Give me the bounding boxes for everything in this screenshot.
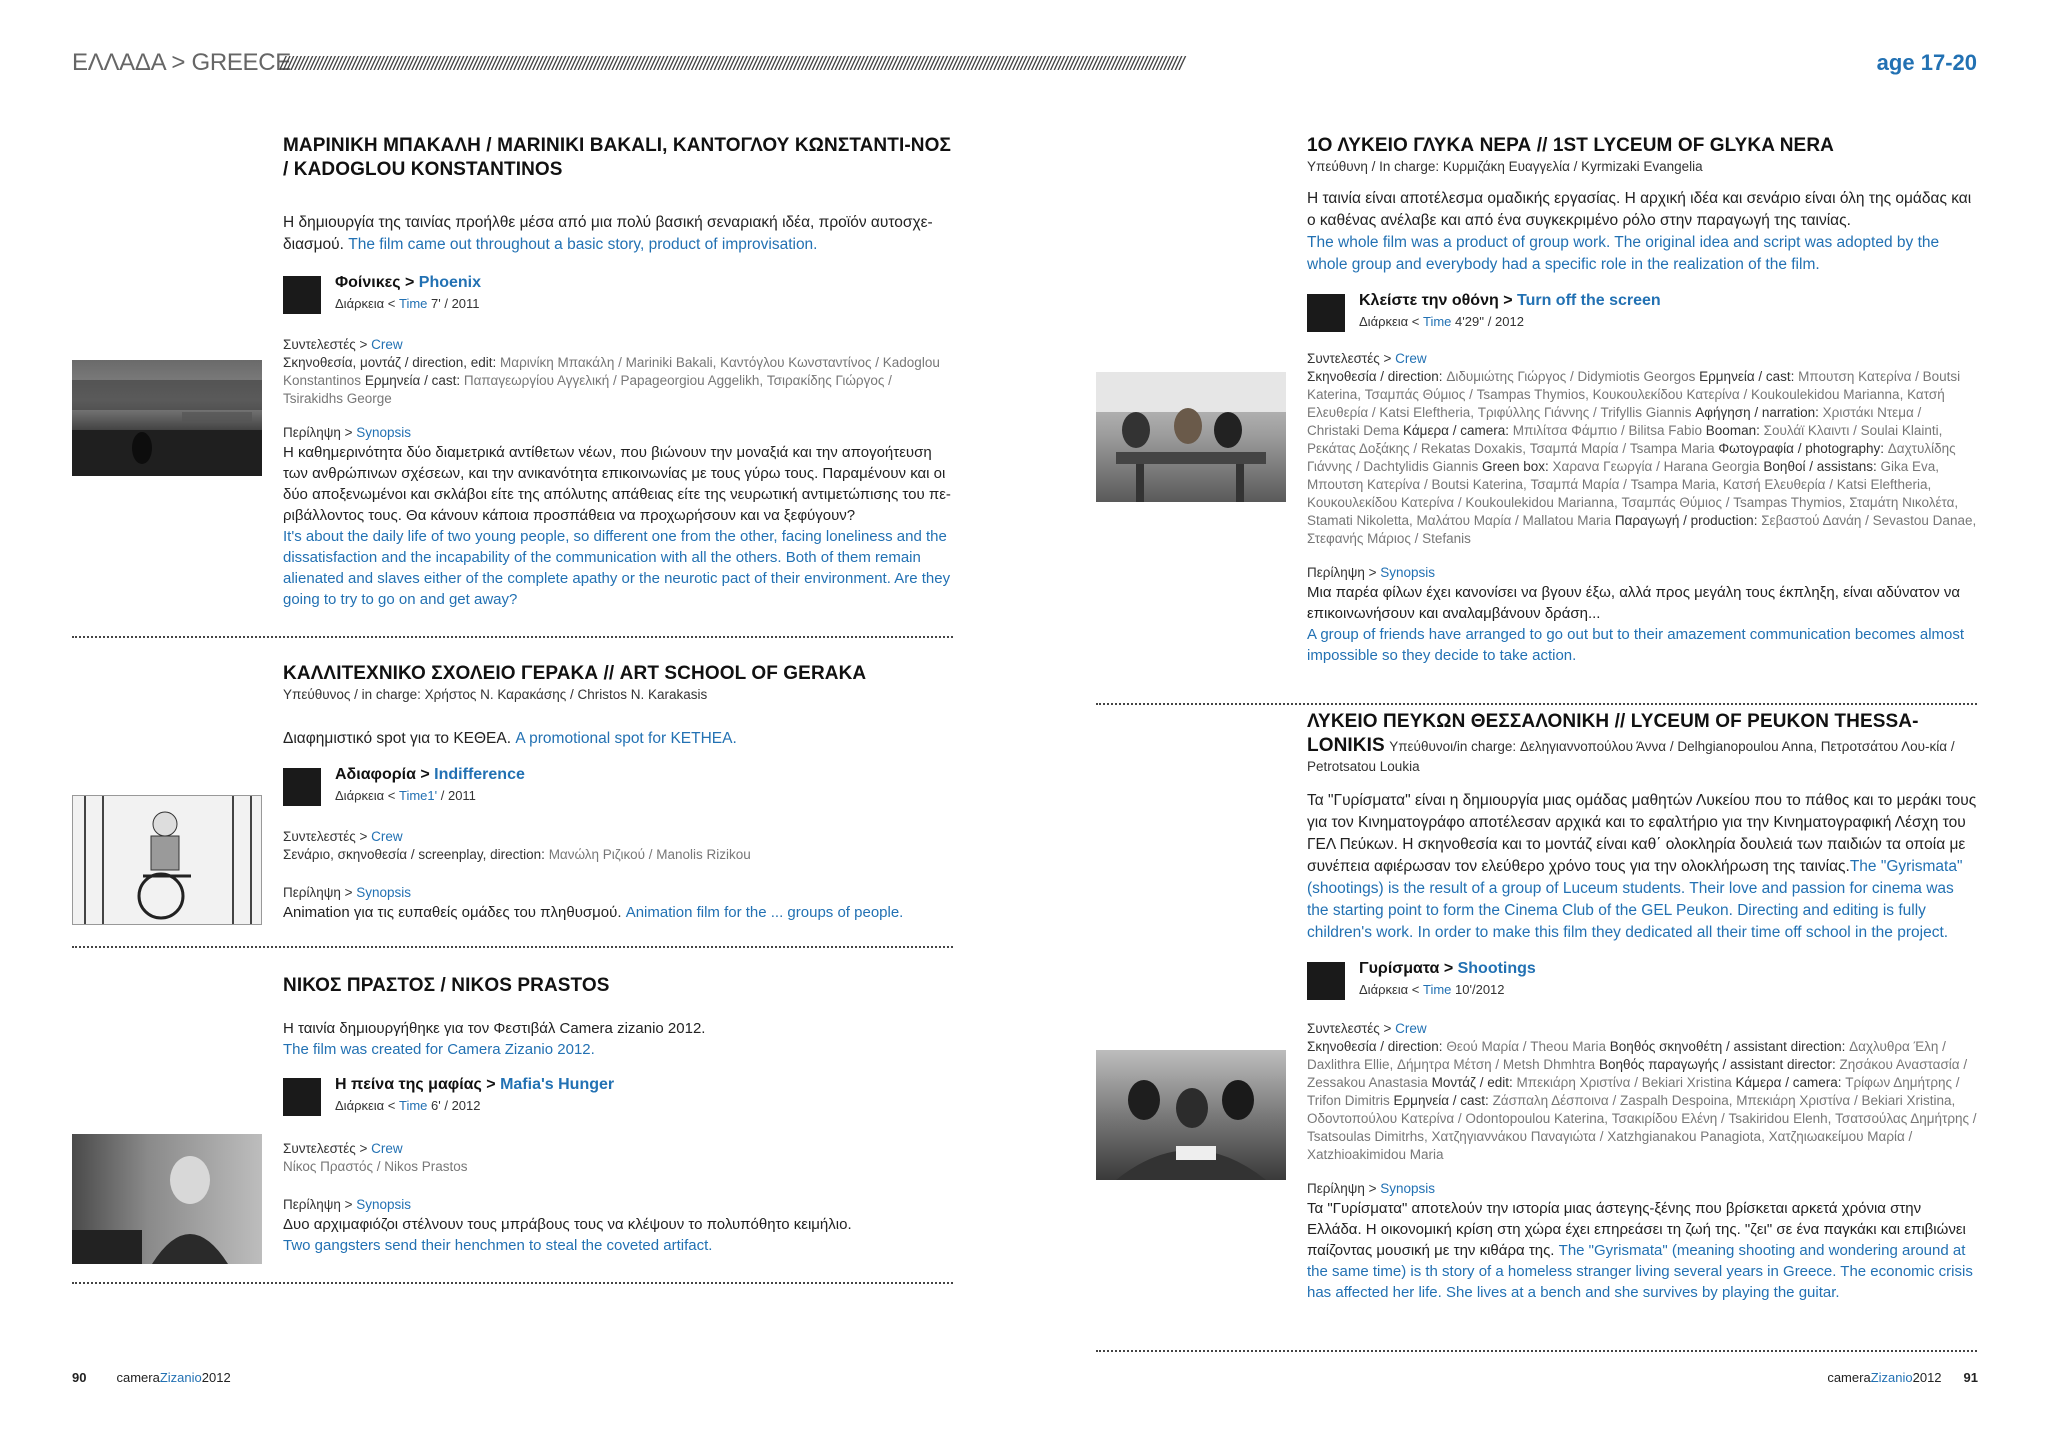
synopsis-label xyxy=(283,1196,953,1214)
magazine-name xyxy=(1827,1370,1941,1385)
entry-heading xyxy=(1307,710,1977,776)
crew-names: Μπιλίτσα Φάμπιο / Bilitsa Fabio xyxy=(1512,423,1706,438)
entry-lyceum-peukon xyxy=(1307,710,1977,1303)
entry-art-school-geraka xyxy=(283,662,953,923)
film-duration xyxy=(335,1096,614,1116)
intro-english: The whole film was a product of group work. The original idea and script was adopted by the whole group and everybody had a specific role in the realization of the film. xyxy=(1307,234,1940,273)
synopsis-label-gr: Περίληψη > xyxy=(283,885,357,900)
time-label: Time1' xyxy=(399,788,438,803)
crew-role: Βοηθός παραγωγής / assistant director: xyxy=(1598,1057,1840,1072)
crew-label: Συντελεστές > xyxy=(283,1141,372,1156)
crew-names: Ζησάκου Αναστασία / Zessakou Anastasia xyxy=(1307,1057,1968,1090)
in-charge: Υπεύθυνοι/in charge: Δεληγιαννοπούλου Άννα / Delhgianopoulou Anna, Πετροτσάτου Λου-κία / Petrotsatou Loukia xyxy=(1307,739,1955,774)
crew-names: Διδυμιώτης Γιώργος / Didymiotis Georgos xyxy=(1446,369,1700,384)
crew-role: Βοηθός σκηνοθέτη / assistant direction: xyxy=(1609,1039,1850,1054)
synopsis-english: Animation film for the ... groups of people. xyxy=(625,904,904,921)
film-still-phoenix xyxy=(72,360,262,476)
film-title xyxy=(335,764,525,786)
crew-names: Θεού Μαρία / Theou Maria xyxy=(1446,1039,1610,1054)
footer-left xyxy=(72,1370,231,1385)
crew-names: Gika Eva, Μπουτση Κατερίνα / Boutsi Katerina, Τσαμπά Μαρία / Tsampa Maria, Κατσή Ελευθερία / Katsi Eleftheria, Κουκουλεκίδου Κατερίνα / Koukoulekidou Marianna, Τσαμπάς Θύμιος / Tsampas Thymios, Σταμάτη Νικολέτα, Stamati Nikoletta, Μαλάτου Μαρία / Mallatou Maria xyxy=(1307,459,1959,528)
crew-role: Green box: xyxy=(1481,459,1553,474)
divider xyxy=(72,636,953,638)
crew-names: Χριστάκι Ντεμα / Christaki Dema xyxy=(1307,405,1922,438)
film-still-indifference xyxy=(72,795,262,925)
film-title-greek: Φοίνικες > xyxy=(335,274,419,291)
crew-role: Σκηνοθεσία / direction: xyxy=(1307,1039,1447,1054)
synopsis-label-en: Synopsis xyxy=(356,1197,412,1212)
synopsis-greek: Animation για τις ευπαθείς ομάδες του πληθυσμού. xyxy=(283,904,622,921)
duration-value: 4'29'' / 2012 xyxy=(1455,314,1524,329)
film-info xyxy=(1307,290,1977,336)
intro-greek: Η ταινία δημιουργήθηκε για τον Φεστιβάλ Camera zizanio 2012. xyxy=(283,1020,706,1037)
duration-value: 10'/2012 xyxy=(1455,982,1505,997)
synopsis xyxy=(1307,1198,1977,1303)
crew-names: Τρίφων Δημήτρης / Trifon Dimitris xyxy=(1307,1075,1960,1108)
film-marker-square xyxy=(283,768,321,806)
synopsis-label xyxy=(283,884,953,902)
entry-title: ΚΑΛΛΙΤΕΧΝΙΚΟ ΣΧΟΛΕΙΟ ΓΕΡΑΚΑ // ART SCHOOL OF GERAKA xyxy=(283,663,867,684)
crew-names: Χαρανα Γεωργία / Harana Georgia xyxy=(1552,459,1764,474)
film-title-english: Shootings xyxy=(1457,960,1536,977)
crew-names: Δαχτυλίδης Γιάννης / Dachtylidis Giannis xyxy=(1307,441,1956,474)
mag-year: 2012 xyxy=(201,1370,231,1385)
synopsis-english: It's about the daily life of two young people, so different one from the other, facing loneliness and the dissatisfaction and the incapability of the communication with all the others. Both of them remain alienated and slaves either of the complete apathy or the neurotic pact of their environment. Are they going to try to go on and get away? xyxy=(283,528,951,608)
crew-names: Μανώλη Ριζικού / Manolis Rizikou xyxy=(548,847,751,862)
entry-title: ΛΥΚΕΙΟ ΠΕΥΚΩΝ ΘΕΣΣΑΛΟΝΙΚΗ // LYCEUM OF PEUKON THESSA-LONIKIS xyxy=(1307,711,1919,756)
entry-lyceum-glyka-nera xyxy=(1307,134,1977,666)
intro-greek: Η ταινία είναι αποτέλεσμα ομαδικής εργασίας. Η αρχική ιδέα και σενάριο είναι όλη της ομάδας και ο καθένας ανέλαβε και από ένα συγκεκριμένο ρόλο στην παραγωγή της ταινίας. xyxy=(1307,190,1972,229)
crew-role: Αφήγηση / narration: xyxy=(1695,405,1823,420)
crew-names: Μπουτση Κατερίνα / Boutsi Katerina, Τσαμπάς Θύμιος / Tsampas Thymios, Κουκουλεκίδου Κατερίνα / Koukoulekidou Marianna, Κατσή Ελευθερία / Katsi Eleftheria, Τριφύλλης Γιάννης / Trifyllis Giannis xyxy=(1307,369,1961,420)
section-title: ΕΛΛΑΔΑ > GREECE xyxy=(72,49,292,76)
entry-mariniki-bakali xyxy=(283,134,953,610)
page-number-right: 91 xyxy=(1963,1370,1978,1385)
intro-greek: Διαφημιστικό spot για το ΚΕΘΕΑ. xyxy=(283,730,512,747)
divider xyxy=(72,1282,953,1284)
crew-role: Μοντάζ / edit: xyxy=(1431,1075,1517,1090)
intro-english: The film came out throughout a basic story, product of improvisation. xyxy=(348,236,818,253)
crew-role: Σκηνοθεσία, μοντάζ / direction, edit: xyxy=(283,355,501,370)
entry-title: ΝΙΚΟΣ ΠΡΑΣΤΟΣ / NIKOS PRASTOS xyxy=(283,975,610,996)
film-duration xyxy=(335,294,481,314)
film-still-image xyxy=(1096,372,1286,502)
crew-names: Μαρινίκη Μπακάλη / Mariniki Bakali, Καντόγλου Κωνσταντίνος / Kadoglou Konstantinos xyxy=(283,355,940,388)
film-info xyxy=(283,764,953,810)
crew-role: Κάμερα / camera: xyxy=(1735,1075,1846,1090)
film-duration xyxy=(1359,312,1661,332)
page-header xyxy=(72,48,1977,84)
age-label: age xyxy=(1876,50,1915,75)
crew-role: Βοηθοί / assistans: xyxy=(1763,459,1881,474)
film-duration xyxy=(335,786,525,806)
synopsis-greek: Δυο αρχιμαφιόζοι στέλνουν τους μπράβους τους να κλέψουν το πολυπόθητο κειμήλιο. xyxy=(283,1216,852,1233)
duration-value: 6' / 2012 xyxy=(431,1098,481,1113)
intro-english: The film was created for Camera Zizanio 2012. xyxy=(283,1041,595,1058)
crew-block xyxy=(283,1140,953,1176)
page-number-left: 90 xyxy=(72,1370,87,1385)
intro-greek: Τα "Γυρίσματα" είναι η δημιουργία μιας ομάδας μαθητών Λυκείου που το πάθος και το μεράκι τους για τον Κινηματογράφο αποτέλεσαν αρχικά και το εφαλτήριο για την Κινηματογραφική Λέσχη του ΓΕΛ Πεύκων. Η σκηνοθεσία και το μοντάζ είναι καθ΄ ολοκληρία δουλειά των παιδιών τα οποία με συνέπεια αφιέρωσαν τον ελεύθερο χρόνο τους για την ολοκλήρωση της ταινίας. xyxy=(1307,792,1977,875)
synopsis-greek: Μια παρέα φίλων έχει κανονίσει να βγουν έξω, αλλά προς μεγάλη τους έκπληξη, είναι αδύνατον να επικοινωνήσουν και αναλαμβάνουν δράση... xyxy=(1307,584,1961,622)
film-info xyxy=(283,272,953,318)
synopsis-label-en: Synopsis xyxy=(356,885,412,900)
crew-role: Σενάριο, σκηνοθεσία / screenplay, direction: xyxy=(283,847,549,862)
synopsis-label xyxy=(1307,564,1977,582)
entry-intro xyxy=(283,728,953,750)
film-title xyxy=(1359,290,1661,312)
film-title-greek: Η πείνα της μαφίας > xyxy=(335,1076,501,1093)
crew-label-en: Crew xyxy=(1395,1021,1427,1036)
film-still-image xyxy=(1096,1050,1286,1180)
crew-label: Συντελεστές > xyxy=(283,829,372,844)
crew-role: Φωτογραφία / photography: xyxy=(1718,441,1888,456)
mag-zizanio: Zizanio xyxy=(159,1370,202,1385)
age-range xyxy=(1877,48,1977,78)
intro-english: The "Gyrismata" (shootings) is the result of a group of Luceum students. Their love and passion for cinema was the starting point to form the Cinema Club of the GEL Peukon. Directing and editing is fully children's work. In order to make this film they dedicated all their time off school in the project. xyxy=(1307,858,1963,941)
film-marker-square xyxy=(1307,294,1345,332)
synopsis-label-gr: Περίληψη > xyxy=(283,425,357,440)
time-label: Time xyxy=(399,296,428,311)
entry-title: 1Ο ΛΥΚΕΙΟ ΓΛΥΚΑ ΝΕΡΑ // 1ST LYCEUM OF GLYKA NERA xyxy=(1307,135,1834,156)
divider xyxy=(72,946,953,948)
film-still-image xyxy=(72,360,262,476)
crew-label: Συντελεστές > xyxy=(1307,1021,1396,1036)
time-label: Time xyxy=(1423,314,1452,329)
duration-label: Διάρκεια < xyxy=(335,296,399,311)
film-title-english: Turn off the screen xyxy=(1516,292,1661,309)
crew-names: Παπαγεωργίου Αγγελική / Papageorgiou Aggelikh, Τσιρακίδης Γιώργος / Tsirakidhs George xyxy=(283,373,892,406)
mag-zizanio: Zizanio xyxy=(1870,1370,1913,1385)
mag-year: 2012 xyxy=(1912,1370,1942,1385)
synopsis-label-en: Synopsis xyxy=(356,425,412,440)
crew-block xyxy=(283,336,953,408)
crew-role: Ερμηνεία / cast: xyxy=(1393,1093,1493,1108)
film-title-english: Mafia's Hunger xyxy=(500,1076,615,1093)
film-title xyxy=(1359,958,1536,980)
entry-intro xyxy=(1307,790,1977,944)
entry-intro xyxy=(283,212,953,256)
crew-role: Κάμερα / camera: xyxy=(1403,423,1513,438)
crew-names: Σεβαστού Δανάη / Sevastou Danae, Στεφανής Μάριος / Stefanis xyxy=(1307,513,1977,546)
crew-label: Συντελεστές > xyxy=(283,337,372,352)
film-title xyxy=(335,1074,614,1096)
synopsis-english: A group of friends have arranged to go out but to their amazement communication becomes almost impossible so they decide to take action. xyxy=(1307,626,1965,664)
synopsis-label-gr: Περίληψη > xyxy=(1307,1181,1381,1196)
synopsis-greek: Τα "Γυρίσματα" αποτελούν την ιστορία μιας άστεγης-ξένης που βρίσκεται αρκετά χρόνια στην Ελλάδα. Η οικονομική κρίση στη χώρα έχει επηρεάσει τη ζωή της. "ζει" σε ένα παγκάκι και επιβιώνει παίζοντας μουσική με την κιθάρα της. xyxy=(1307,1200,1966,1259)
crew-role: Σκηνοθεσία / direction: xyxy=(1307,369,1447,384)
synopsis-greek: Η καθημερινότητα δύο διαμετρικά αντίθετων νέων, που βιώνουν την μοναξιά και την απογοήτευση των ανθρώπινων σχέσεων, και την ανικανότητα επικοινωνίας με τους γύρω τους. Παραμένουν και οι δύο αποξενωμένοι και σκλάβοι είτε της απόλυτης απάθειας είτε της νευρωτική αντιμετώπισης του πε-ριβάλλοντος τους. Θα κάνουν κάποια προσπάθεια να προχωρήσουν και να ξεφύγουν? xyxy=(283,444,951,524)
film-still-mafias-hunger xyxy=(72,1134,262,1264)
crew-names: Νίκος Πραστός / Nikos Prastos xyxy=(283,1159,468,1174)
crew-names: Σουλάϊ Κλαιντι / Soulai Klainti, Ρεκάτας Δοξάκης / Rekatas Doxakis, Τσαμπά Μαρία / Tsampa Maria xyxy=(1307,423,1943,456)
film-still-turn-off-the-screen xyxy=(1096,372,1286,502)
age-value: 17-20 xyxy=(1920,50,1977,75)
synopsis-english: Two gangsters send their henchmen to steal the coveted artifact. xyxy=(283,1237,713,1254)
crew-names: Ζάσπαλη Δέσποινα / Zaspalh Despoina, Μπεκιάρη Χριστίνα / Bekiari Xristina, Οδοντοπούλου Κατερίνα / Odontopoulou Katerina, Τσακιρίδου Ελένη / Tsakiridou Elenh, Τσατσούλας Δημήτρης / Tsatsoulas Dimitrhs, Χατζηγιαννάκου Παναγιώτα / Xatzhgianakou Panagiota, Χατζηιωακείμου Μαρία / Xatzhioakimidou Maria xyxy=(1307,1093,1977,1162)
synopsis-label-en: Synopsis xyxy=(1380,565,1436,580)
time-label: Time xyxy=(1423,982,1452,997)
crew-label-en: Crew xyxy=(371,337,403,352)
entry-nikos-prastos xyxy=(283,974,953,1256)
crew-block xyxy=(1307,350,1977,548)
animation-still-image xyxy=(73,796,262,925)
duration-value: 7' / 2011 xyxy=(431,296,480,311)
duration-label: Διάρκεια < xyxy=(1359,314,1423,329)
film-title-greek: Γυρίσματα > xyxy=(1359,960,1458,977)
crew-names: Δαχλυθρα Έλη / Daxlithra Ellie, Δήμητρα Μέτση / Metsh Dhmhtra xyxy=(1307,1039,1946,1072)
duration-label: Διάρκεια < xyxy=(335,788,399,803)
crew-names: Μπεκιάρη Χριστίνα / Bekiari Xristina xyxy=(1516,1075,1736,1090)
magazine-name xyxy=(116,1370,230,1385)
entry-title: ΜΑΡΙΝΙΚΗ ΜΠΑΚΑΛΗ / MARINIKI BAKALI, ΚΑΝΤΟΓΛΟΥ ΚΩΝΣΤΑΝΤΙ-ΝΟΣ / KADOGLOU KONSTANTINOS xyxy=(283,135,951,180)
in-charge: Υπεύθυνη / In charge: Κυρμιζάκη Ευαγγελία / Kyrmizaki Evangelia xyxy=(1307,159,1703,174)
duration-value: / 2011 xyxy=(437,788,476,803)
time-label: Time xyxy=(399,1098,428,1113)
divider xyxy=(1096,1350,1977,1352)
mag-camera: camera xyxy=(1827,1370,1871,1385)
film-info xyxy=(1307,958,1977,1004)
film-title-english: Indifference xyxy=(434,766,525,783)
film-title-english: Phoenix xyxy=(418,274,481,291)
crew-role: Ερμηνεία / cast: xyxy=(1699,369,1799,384)
crew-role: Booman: xyxy=(1705,423,1764,438)
divider xyxy=(1096,703,1977,705)
synopsis-label-en: Synopsis xyxy=(1380,1181,1436,1196)
crew-block xyxy=(283,828,953,864)
crew-role: Παραγωγή / production: xyxy=(1614,513,1762,528)
film-info xyxy=(283,1074,953,1120)
film-marker-square xyxy=(283,1078,321,1116)
synopsis-label-gr: Περίληψη > xyxy=(283,1197,357,1212)
synopsis-english: The "Gyrismata" (meaning shooting and wondering around at the same time) is th story of a homeless stranger living several years in Greece. The economic crisis has affected her life. She lives at a bench and she survives by playing the guitar. xyxy=(1307,1242,1973,1301)
film-still-image xyxy=(72,1134,262,1264)
intro-english: A promotional spot for KETHEA. xyxy=(515,730,737,747)
crew-block xyxy=(1307,1020,1977,1164)
header-slash-rule: /////////////////////////////////////////////////////////////////////////////////////////////////////////////////////////////////////////////////////////////////////////////////////////////////////////////////////////////////////////////// xyxy=(280,54,1184,75)
crew-label: Συντελεστές > xyxy=(1307,351,1396,366)
film-title-greek: Αδιαφορία > xyxy=(335,766,435,783)
footer-right xyxy=(1827,1370,1978,1385)
mag-camera: camera xyxy=(116,1370,160,1385)
synopsis-label xyxy=(283,424,953,442)
crew-label-en: Crew xyxy=(1395,351,1427,366)
synopsis xyxy=(283,902,953,923)
film-title-greek: Κλείστε την οθόνη > xyxy=(1359,292,1517,309)
duration-label: Διάρκεια < xyxy=(1359,982,1423,997)
film-marker-square xyxy=(1307,962,1345,1000)
in-charge: Υπεύθυνος / in charge: Χρήστος Ν. Καρακάσης / Christos N. Karakasis xyxy=(283,687,708,702)
duration-label: Διάρκεια < xyxy=(335,1098,399,1113)
crew-role: Ερμηνεία / cast: xyxy=(364,373,464,388)
crew-label-en: Crew xyxy=(371,829,403,844)
synopsis-label-gr: Περίληψη > xyxy=(1307,565,1381,580)
film-duration xyxy=(1359,980,1536,1000)
film-still-shootings xyxy=(1096,1050,1286,1180)
film-marker-square xyxy=(283,276,321,314)
synopsis-label xyxy=(1307,1180,1977,1198)
intro-greek: Η δημιουργία της ταινίας προήλθε μέσα από μια πολύ βασική σεναριακή ιδέα, προϊόν αυτοσχε-διασμού. xyxy=(283,214,933,253)
film-title xyxy=(335,272,481,294)
crew-label-en: Crew xyxy=(371,1141,403,1156)
